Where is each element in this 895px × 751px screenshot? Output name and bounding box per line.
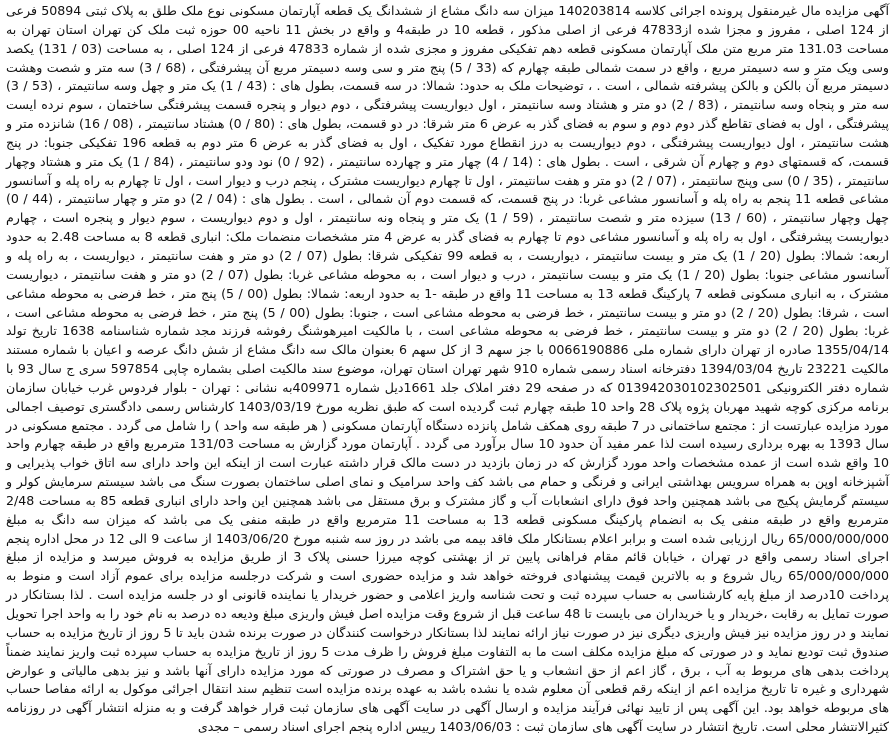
notice-body-text: آگهی مزایده مال غیرمنقول پرونده اجرائی کلاسه 140203814 میزان سه دانگ مشاع از ششدانگ یک قطعه آپارتمان مسکونی نوع ملک طلق به پلاک ثبتی 50894 فرعی از 124 اصلی ، مفروز و مجزا شده از47833 فرعی از اصلی مذکور ، قطعه 10 در طبقه4 و واقع در بخش 11 ناحیه 00 حوزه ثبت ملک کن تهران استان تهران به مساحت 131.03 متر مربع متن ملک آپارتمان مسکونی قطعه دهم تفکیکی مفروز و مجزی شده از شماره 47833 فرعی از 124 اصلی ، به مساحت (03 / 131) یکصد وسی ویک متر و سه دسیمتر مربع ، واقع در سمت شمالی طبقه چهارم که (33 / 5) پنج متر و سی وسه دسیمتر مربع آن پیشرفتگی ، (68 / 3) سه متر و شصت وهشت دسیمتر مربع آن بالکن و بالکن پیشرفته شمالی ، است . ، توضیحات ملک به حدود: شمالا: در سه قسمت، بطول های : (43 / 1) یک متر و چهل وسه سانتیمتر ، (53 / 3) سه متر و پنجاه وسه سانتیمتر ، (83 / 2) دو متر و هشتاد وسه سانتیمتر ، اول دیواریست پیشرفتگی ، دوم دیوار و پنجره قسمت پیشرفتگی ساختمان ، سوم نرده ایست پیشرفتگی ، اول به فضای تقاطع گذر دوم دوم و سوم به فضای گذر به عرض 6 متر شرقا: در دو قسمت، بطول های : (80 / 0) هشتاد سانتیمتر ، (08 / 16) شانزده متر و هشت سانتیمتر ، اول دیواریست پیشرفتگی ، دوم دیواریست به درز انقطاع مورد تفکیک ، اول به فضای گذر به عرض 6 متر دوم به قطعه 196 تفکیکی جنوبا: در پنج قسمت، که قسمتهای دوم و چهارم آن شرقی ، است . بطول های : (14 / 4) چهار متر و چهارده سانتیمتر ، (92 / 0) نود ودو سانتیمتر ، (84 / 1) یک متر و هشتاد وچهار سانتیمتر ، (35 / 0) سی وپنج سانتیمتر ، (07 / 2) دو متر و هفت سانتیمتر ، اول تا چهارم دیواریست مشترک ، پنجم درب و دیوار است ، اول تا چهارم به راه پله و آسانسور مشاعی قطعه 11 پنجم به راه پله و آسانسور مشاعی غربا: در پنج قسمت، که قسمت دوم آن شمالی ، است . بطول های : (04 / 2) دو متر و چهار سانتیمتر ، (44 / 0) چهل وچهار سانتیمتر ، (60 / 13) سیزده متر و شصت سانتیمتر ، (59 / 1) یک متر و پنجاه ونه سانتیمتر ، اول و دوم دیواریست ، سوم دیوار و پنجره است ، چهارم دیواریست پیشرفتگی ، اول به راه پله و آسانسور مشاعی دوم تا چهارم به فضای گذر به عرض 4 متر مشخصات منضمات ملک: انباری قطعه 8 به مساحت 2.48 به حدود اربعه: شمالا: بطول (20 / 1) یک متر و بیست سانتیمتر ، دیواریست ، به قطعه 99 تفکیکی شرقا: بطول (07 / 2) دو متر و هفت سانتیمتر ، دیواریست ، به راه پله و آسانسور مشاعی جنوبا: بطول (20 / 1) یک متر و بیست سانتیمتر ، درب و دیوار است ، به محوطه مشاعی غربا: بطول (07 / 2) دو متر و هفت سانتیمتر ، دیواریست مشترک ، به انباری مسکونی قطعه 7 پارکینگ قطعه 13 به مساحت 11 واقع در طبقه -1 به حدود اربعه: شمالا: بطول (00 / 5) پنج متر ، خط فرضی به محوطه مشاعی است ، شرقا: بطول (20 / 2) دو متر و بیست سانتیمتر ، خط فرضی به محوطه مشاعی است ، جنوبا: بطول (00 / 5) پنج متر ، خط فرضی به محوطه مشاعی است ، غربا: بطول (20 / 2) دو متر و بیست سانتیمتر ، خط فرضی به محوطه مشاعی است ، با مالکیت امیرهوشنگ رفوشه فرزند مجد شماره شناسنامه 1638 تاریخ تولد 1355/04/14 صادره از تهران دارای شماره ملی 0066190886 با جز سهم 3 از کل سهم 6 بعنوان مالک سه دانگ مشاع از شش دانگ عرصه و اعیان با شماره مستند مالکیت 23221 تاریخ 1394/03/04 دفترخانه اسناد رسمی شماره 910 شهر تهران استان تهران، موضوع سند مالکیت اصلی بشماره چاپی 597854 سری ج سال 93 با شماره دفتر الکترونیکی 013942030102302501 که در صفحه 29 دفتر املاک جلد 1661دیل شماره 409971به نشانی : تهران - بلوار فردوس غرب خیابان سازمان برنامه مرکزی کوچه شهید مهربان پژوه پلاک 28 واحد 10 طبقه چهارم ثبت گردیده است که طبق نظریه مورخ 1403/03/19 کارشناس رسمی دادگستری توصیف اجمالی مورد مزایده عبارتست از : مجتمع ساختمانی در 7 طبقه روی همکف شامل پانزده دستگاه آپارتمان مسکونی ( هر طبقه سه واحد ) را شامل می گردد . مجتمع مسکونی در سال 1393 به بهره برداری رسیده است لذا عمر مفید آن حدود 10 سال برآورد می گردد . آپارتمان مورد گزارش به مساحت 131/03 مترمربع واقع در طبقه چهارم واحد 10 واقع شده است از عمده مشخصات واحد مورد گزارش که در زمان بازدید در دست مالک قرار داشته عبارت است از اینکه این واحد دارای سه اتاق خواب پذیرایی و آشپزخانه اوپن به همراه سرویس بهداشتی ایرانی و فرنگی و حمام می باشد کف واحد سرامیک و نمای اصلی ساختمان بصورت سنگ می باشد سیستم سرمایش کولر و سیستم گرمایش پکیج می باشد همچنین واحد فوق دارای انشعابات آب و گاز مشترک و برق مستقل می باشد همچنین این واحد دارای انباری قطعه 85 به مساحت 2/48 مترمربع واقع در طبقه منفی یک به انضمام پارکینگ مسکونی قطعه 13 به مساحت 11 مترمربع واقع در طبقه منفی یک می باشد که میزان سه دانگ به مبلغ 65/000/000/000 ریال ارزیابی شده است و برابر اعلام بستانکار ملک فاقد بیمه می باشد در روز سه شنبه مورخ 1403/06/20 از ساعت 9 الی 12 در محل اداره پنجم اجرای اسناد رسمی واقع در تهران ، خیابان قائم مقام فراهانی پایین تر از بهشتی کوچه میرزا حسنی پلاک 3 از طریق مزایده به فروش میرسد و مزایده از مبلغ 65/000/000/000 ریال شروع و به بالاترین قیمت پیشنهادی فروخته خواهد شد و مزایده حضوری است و شرکت درجلسه مزایده برای عموم آزاد است و منوط به پرداخت 10درصد از مبلغ پایه کارشناسی به حساب سپرده ثبت و تحت شناسه واریز اعلامی و حضور خریدار یا نماینده قانونی او در جلسه مزایده است . لذا بستانکار در صورت تمایل به رقابت ،خریدار و یا خریداران می بایست تا 48 ساعت قبل از شروع وقت مزایده اصل فیش واریزی مبلغ ودیعه ده درصد به نام خود را به واحد اجرا تحویل نمایند و در روز مزایده نیز فیش واریزی دیگری نیز در صورت نیاز ارائه نمایند لذا بستانکار درخواست کنندگان در صورت برنده شدن باید تا 5 روز از تاریخ مزایده به حساب صندوق ثبت تودیع نماید و در صورتی که مبلغ مزایده مکلف است ما به التفاوت مبلغ فروش را ظرف مدت 5 روز از تاریخ مزایده به حساب سپرده ثبت واریز نمایند ضمناً پرداخت بدهی های مربوط به آب ، برق ، گاز اعم از حق انشعاب و یا حق اشتراک و مصرف در صورتی که مورد مزایده دارای آنها باشد و نیز بدهی مالیاتی و عوارض شهرداری و غیره تا تاریخ مزایده اعم از اینکه رقم قطعی آن معلوم شده یا نشده باشد به عهده برنده مزایده است تنظیم سند انتقال اجرائی موکول به ارائه مفاصا حساب های مربوطه خواهد بود. این آگهی پس از تایید نهائی فرآیند مزایده و ارسال آگهی در سایت آگهی های سازمان ثبت قرار خواهد گرفت و به منزله انتشار آگهی در روزنامه کثیرالانتشار محلی است. تاریخ انتشار در سایت آگهی های سازمان ثبت : 1403/06/03 رییس اداره پنجم اجرای اسناد رسمی – مجدی: [6, 3, 890, 735]
